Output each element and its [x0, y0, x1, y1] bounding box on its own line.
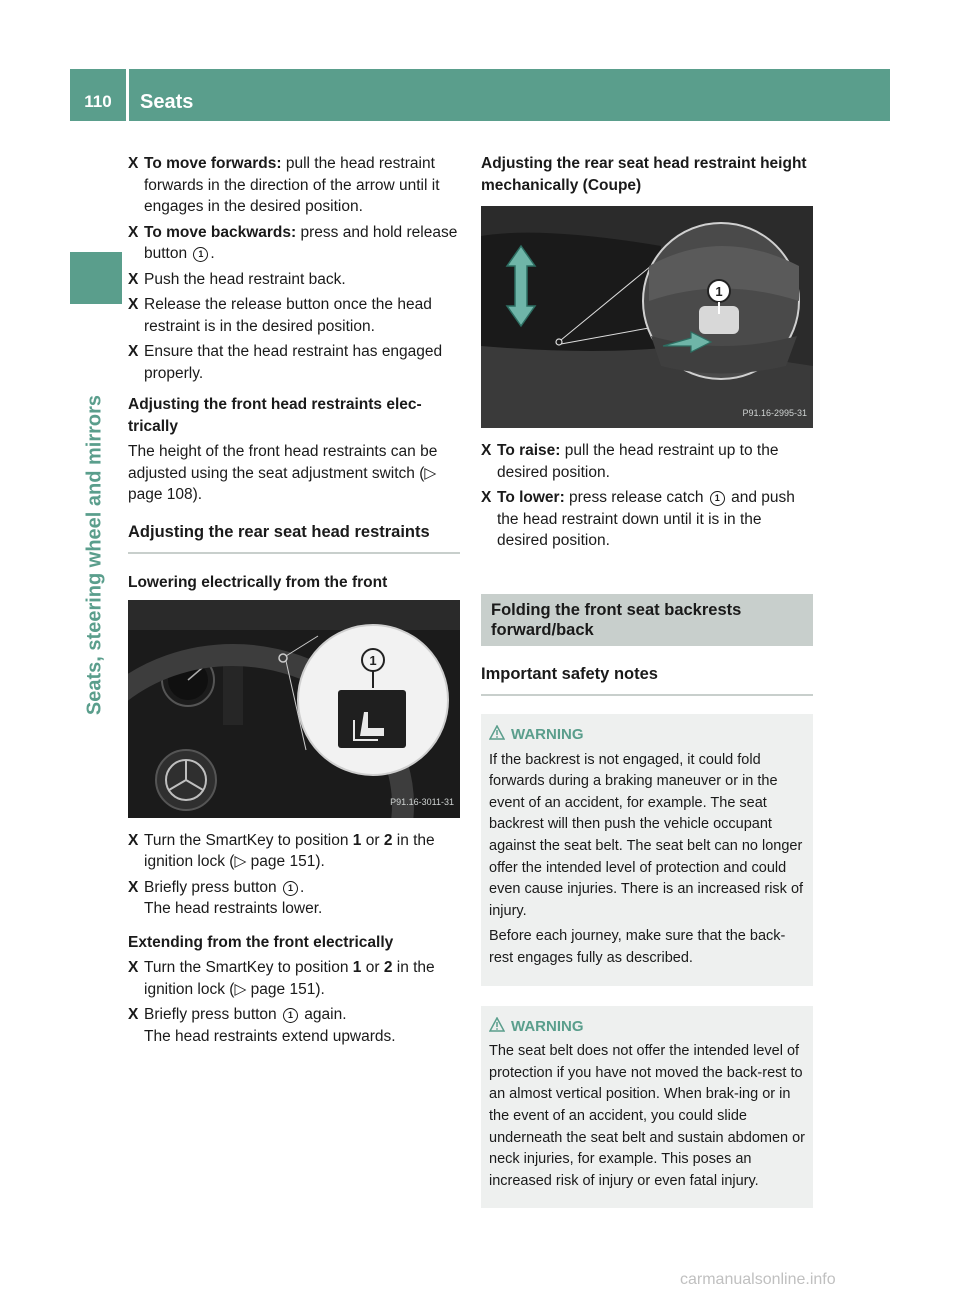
page-header — [70, 69, 890, 121]
step-push-back — [128, 269, 460, 291]
step-text: Briefly press button — [144, 878, 281, 896]
warning-box-1 — [481, 714, 813, 986]
subheading-extending: Extending from the front electrically — [128, 933, 394, 951]
step-label: To raise: — [497, 442, 561, 459]
step-marker: X — [128, 878, 139, 896]
warning-triangle-icon — [489, 1017, 505, 1032]
section-heading-folding-backrests: Folding the front seat backrests forward/back — [481, 594, 813, 646]
step-text: Push the head restraint back. — [144, 270, 346, 288]
callout-1-icon: 1 — [710, 491, 725, 506]
warning-triangle-icon — [489, 725, 505, 740]
step-turn-smartkey — [128, 830, 460, 873]
step-label: To move forwards: — [144, 155, 282, 172]
step-marker: X — [128, 270, 139, 288]
page-number: 110 — [84, 92, 112, 111]
step-text: Turn the SmartKey to position — [144, 959, 353, 976]
step-marker: X — [128, 959, 139, 976]
position-2: 2 — [383, 831, 393, 849]
step-move-forwards — [128, 153, 460, 218]
header-separator — [126, 69, 129, 121]
step-text-end: and push the head restraint down until it is in the desired position. — [497, 489, 795, 549]
step-press-button — [128, 877, 460, 920]
figure-callout-label: 1 — [369, 652, 377, 668]
step-marker: X — [128, 1006, 139, 1023]
step-text: Ensure that the head restraint has engaged properly. — [144, 343, 443, 382]
chapter-title: Seats — [140, 91, 194, 113]
warning-paragraph: Before each journey, make sure that the back-rest engages fully as described. — [489, 928, 786, 966]
figure-code: P91.16-2995-31 — [742, 407, 807, 418]
callout-1-icon: 1 — [283, 881, 298, 896]
step-label: To move backwards: — [144, 223, 297, 241]
heading-safety-notes: Important safety notes — [481, 664, 813, 697]
figure-callout-label: 1 — [715, 284, 723, 299]
step-text-end: . — [299, 878, 305, 896]
subheading-front-electric: Adjusting the front head restraints elec-trically — [128, 396, 422, 435]
position-1: 1 — [352, 959, 362, 976]
step-text-end: . — [210, 245, 215, 262]
step-text-mid: or — [361, 959, 384, 976]
side-chapter-label: Seats, steering wheel and mirrors — [83, 394, 106, 716]
step-text-end: in the ignition lock (▷ page 151). — [144, 831, 435, 870]
step-marker: X — [481, 489, 492, 506]
step-marker: X — [481, 442, 492, 459]
step-text: Turn the SmartKey to position — [144, 831, 353, 849]
step-turn-smartkey-2 — [128, 957, 460, 1000]
side-tab-block — [70, 252, 122, 304]
warning-paragraph: If the backrest is not engaged, it could fold forwards during a braking maneuver or in the event of an accident, for example. The seat backrest will then push the vehicle occupant against the seat belt. The seat belt can no longer offer the intended level of protection and could even cause injuries. There is an increased risk of injury. — [489, 751, 804, 919]
step-result: The head restraints extend upwards. — [144, 1027, 396, 1045]
step-text-mid: or — [361, 831, 384, 849]
subheading-mechanical: Adjusting the rear seat head restraint height mechanically (Coupe) — [481, 155, 807, 194]
right-column — [481, 153, 813, 1228]
step-label: To lower: — [497, 489, 565, 506]
step-text: Briefly press button — [144, 1006, 281, 1023]
step-to-lower — [481, 487, 813, 552]
step-to-raise — [481, 440, 813, 483]
warning-title — [511, 724, 805, 746]
subheading-lowering: Lowering electrically from the front — [128, 574, 388, 591]
watermark-link[interactable]: carmanualsonline.info — [680, 1271, 836, 1288]
step-ensure-engaged — [128, 341, 460, 384]
step-text: Release the release button once the head restraint is in the desired position. — [144, 296, 432, 335]
callout-1-icon: 1 — [193, 247, 208, 262]
step-text: pull the head restraint forwards in the direction of the arrow until it engages in the desired position. — [144, 155, 440, 215]
step-result: The head restraints lower. — [144, 900, 323, 917]
step-text-end: again. — [299, 1006, 347, 1023]
step-marker: X — [128, 223, 139, 241]
callout-1-icon: 1 — [283, 1008, 298, 1023]
step-text: press and hold release button — [144, 223, 458, 262]
step-marker: X — [128, 296, 139, 313]
warning-title — [511, 1016, 805, 1038]
figure-steering-wheel-button — [128, 600, 460, 818]
step-text: press release catch — [564, 489, 708, 506]
paragraph-front-electric: The height of the front head restraints can be adjusted using the seat adjustment switch (▷ page 108). — [128, 443, 438, 503]
warning-title-text: WARNING — [511, 1017, 584, 1035]
step-move-backwards — [128, 222, 460, 265]
step-marker: X — [128, 155, 139, 172]
position-1: 1 — [352, 831, 362, 849]
step-release-button — [128, 294, 460, 337]
figure-rear-head-restraint — [481, 206, 813, 428]
step-marker: X — [128, 831, 139, 849]
step-press-button-again — [128, 1004, 460, 1047]
step-text: pull the head restraint up to the desired position. — [497, 442, 779, 481]
figure-code: P91.16-3011-31 — [390, 797, 454, 807]
position-2: 2 — [383, 959, 393, 976]
section-heading-rear-restraints: Adjusting the rear seat head restraints — [128, 522, 460, 555]
warning-box-2 — [481, 1006, 813, 1209]
step-marker: X — [128, 343, 139, 360]
warning-title-text: WARNING — [511, 726, 584, 743]
step-text-end: in the ignition lock (▷ page 151). — [144, 959, 435, 998]
warning-paragraph: The seat belt does not offer the intended level of protection if you have not moved the back-rest to an almost vertical position. When brak-ing or in the event of an accident, you could slide underneath the seat belt and sustain abdomen or neck injuries, for example. This poses an increased risk of injury or even fatal injury. — [489, 1043, 806, 1189]
left-column — [128, 153, 460, 1051]
